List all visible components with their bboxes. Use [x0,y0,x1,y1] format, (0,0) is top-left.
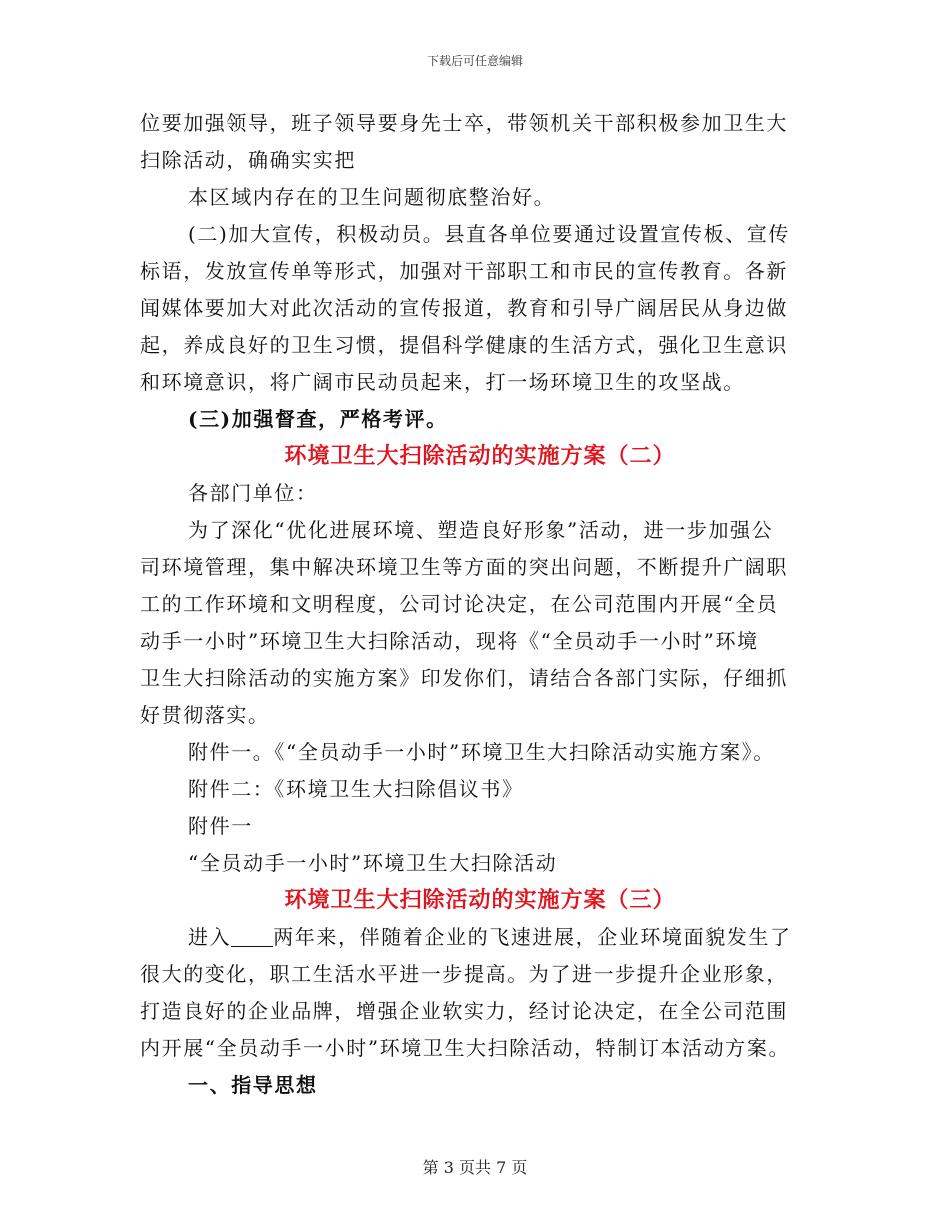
paragraph-line: 附件一。《“全员动手一小时”环境卫生大扫除活动实施方案》。 [188,740,775,764]
paragraph-line: 内开展“全员动手一小时”环境卫生大扫除活动，特制订本活动方案。 [140,1036,791,1060]
fill-in-blank [231,924,273,947]
paragraph-line: 好贯彻落实。 [140,703,270,727]
page-footer: 第 3 页共 7 页 [422,1158,528,1177]
line-text: 两年来，伴随着企业的飞速进展，企业环境面貌发生了 [273,925,792,949]
paragraph-line: 为了深化“优化进展环境、塑造良好形象”活动，进一步加强公 [188,518,774,542]
paragraph-line [140,919,820,956]
paragraph-line: 扫除活动，确确实实把 [140,148,356,172]
paragraph-line: 起，养成良好的卫生习惯，提倡科学健康的生活方式，强化卫生意识 [140,333,788,357]
paragraph-line: 工的工作环境和文明程度，公司讨论决定，在公司范围内开展“全员 [140,592,779,616]
paragraph-line: 位要加强领导，班子领导要身先士卒，带领机关干部积极参加卫生大 [140,111,788,135]
paragraph-line: “全员动手一小时”环境卫生大扫除活动 [188,851,558,875]
paragraph-line: 附件二：《环境卫生大扫除倡议书》 [188,777,524,801]
paragraph-line: 附件一 [188,814,253,838]
paragraph-line: 卫生大扫除活动的实施方案》印发你们，请结合各部门实际，仔细抓 [140,666,788,690]
document-body [140,105,820,1104]
paragraph-line: 打造良好的企业品牌，增强企业软实力，经讨论决定，在全公司范围 [140,999,788,1023]
section-title: 环境卫生大扫除活动的实施方案（三） [284,887,676,913]
paragraph-line: 动手一小时”环境卫生大扫除活动，现将《“全员动手一小时”环境 [140,629,759,653]
paragraph-line: 和环境意识，将广阔市民动员起来，打一场环境卫生的攻坚战。 [140,370,745,394]
section-title: 环境卫生大扫除活动的实施方案（二） [284,443,676,469]
subheading: 一、指导思想 [188,1073,318,1097]
subheading: (三)加强督查，严格考评。 [188,407,448,431]
paragraph-line: 很大的变化，职工生活水平进一步提高。为了进一步提升企业形象， [140,962,788,986]
paragraph-line: (二)加大宣传，积极动员。县直各单位要通过设置宣传板、宣传 [188,222,791,246]
paragraph-line: 标语，发放宣传单等形式，加强对干部职工和市民的宣传教育。各新 [140,259,788,283]
paragraph-line: 各部门单位： [188,481,318,505]
paragraph-line: 司环境管理，集中解决环境卫生等方面的突出问题，不断提升广阔职 [140,555,788,579]
page-header: 下载后可任意编辑 [426,54,523,68]
paragraph-line: 闻媒体要加大对此次活动的宣传报道，教育和引导广阔居民从身边做 [140,296,788,320]
paragraph-line: 本区域内存在的卫生问题彻底整治好。 [188,185,556,209]
line-text: 进入 [188,925,232,949]
